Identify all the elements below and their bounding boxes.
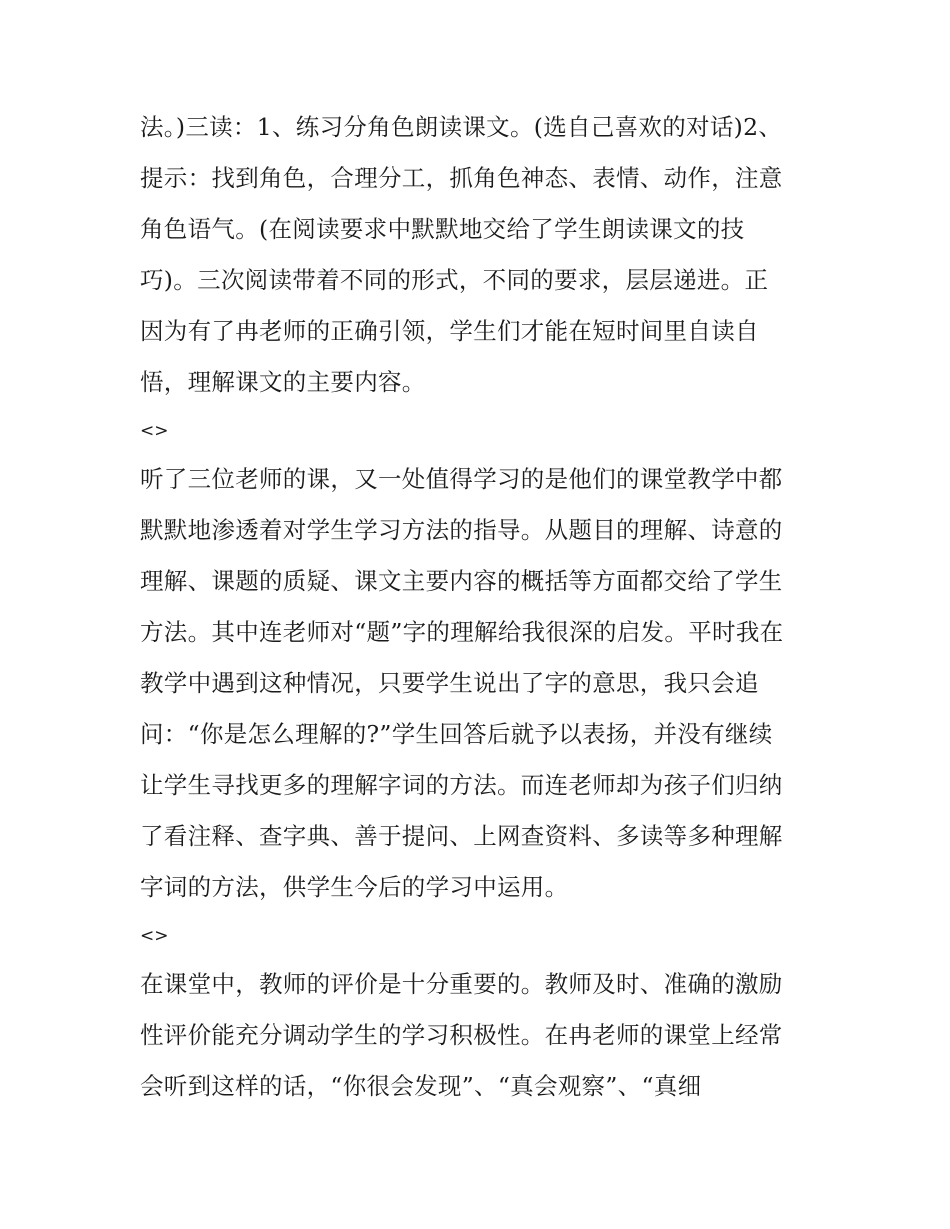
text-line: 巧)。三次阅读带着不同的形式，不同的要求，层层递进。正 (140, 266, 769, 294)
paragraph-reading-method (140, 102, 820, 408)
text-line: 提示：找到角色，合理分工，抓角色神态、表情、动作，注意 (140, 164, 783, 192)
paragraph-learning-methods (140, 454, 820, 913)
text-line: 法。)三读：1、练习分角色朗读课文。(选自己喜欢的对话)2、 (140, 113, 783, 141)
text-line: 了看注释、查字典、善于提问、上网查资料、多读等多种理解 (140, 822, 783, 850)
text-line: 听了三位老师的课，又一处值得学习的是他们的课堂教学中都 (140, 465, 783, 493)
text-line: 在课堂中，教师的评价是十分重要的。教师及时、准确的激励 (140, 970, 783, 998)
text-line: 理解、课题的质疑、课文主要内容的概括等方面都交给了学生 (140, 567, 783, 595)
section-separator: <> (140, 421, 169, 441)
text-line: 字词的方法，供学生今后的学习中运用。 (140, 873, 569, 901)
paragraph-classroom-evaluation (140, 959, 820, 1112)
text-line: 问：“你是怎么理解的?”学生回答后就予以表扬，并没有继续 (140, 720, 773, 748)
text-line: 教学中遇到这种情况，只要学生说出了字的意思，我只会追 (140, 669, 759, 697)
text-line: 悟，理解课文的主要内容。 (140, 368, 426, 396)
text-line: 会听到这样的话，“你很会发现”、“真会观察”、“真细 (140, 1072, 702, 1100)
section-separator: <> (140, 926, 169, 946)
text-line: 让学生寻找更多的理解字词的方法。而连老师却为孩子们归纳 (140, 771, 783, 799)
text-line: 性评价能充分调动学生的学习积极性。在冉老师的课堂上经常 (140, 1021, 783, 1049)
text-line: 因为有了冉老师的正确引领，学生们才能在短时间里自读自 (140, 317, 759, 345)
text-line: 默默地渗透着对学生学习方法的指导。从题目的理解、诗意的 (140, 516, 783, 544)
document-page (140, 102, 820, 1112)
text-line: 角色语气。(在阅读要求中默默地交给了学生朗读课文的技 (140, 215, 745, 243)
text-line: 方法。其中连老师对“题”字的理解给我很深的启发。平时我在 (140, 618, 784, 646)
